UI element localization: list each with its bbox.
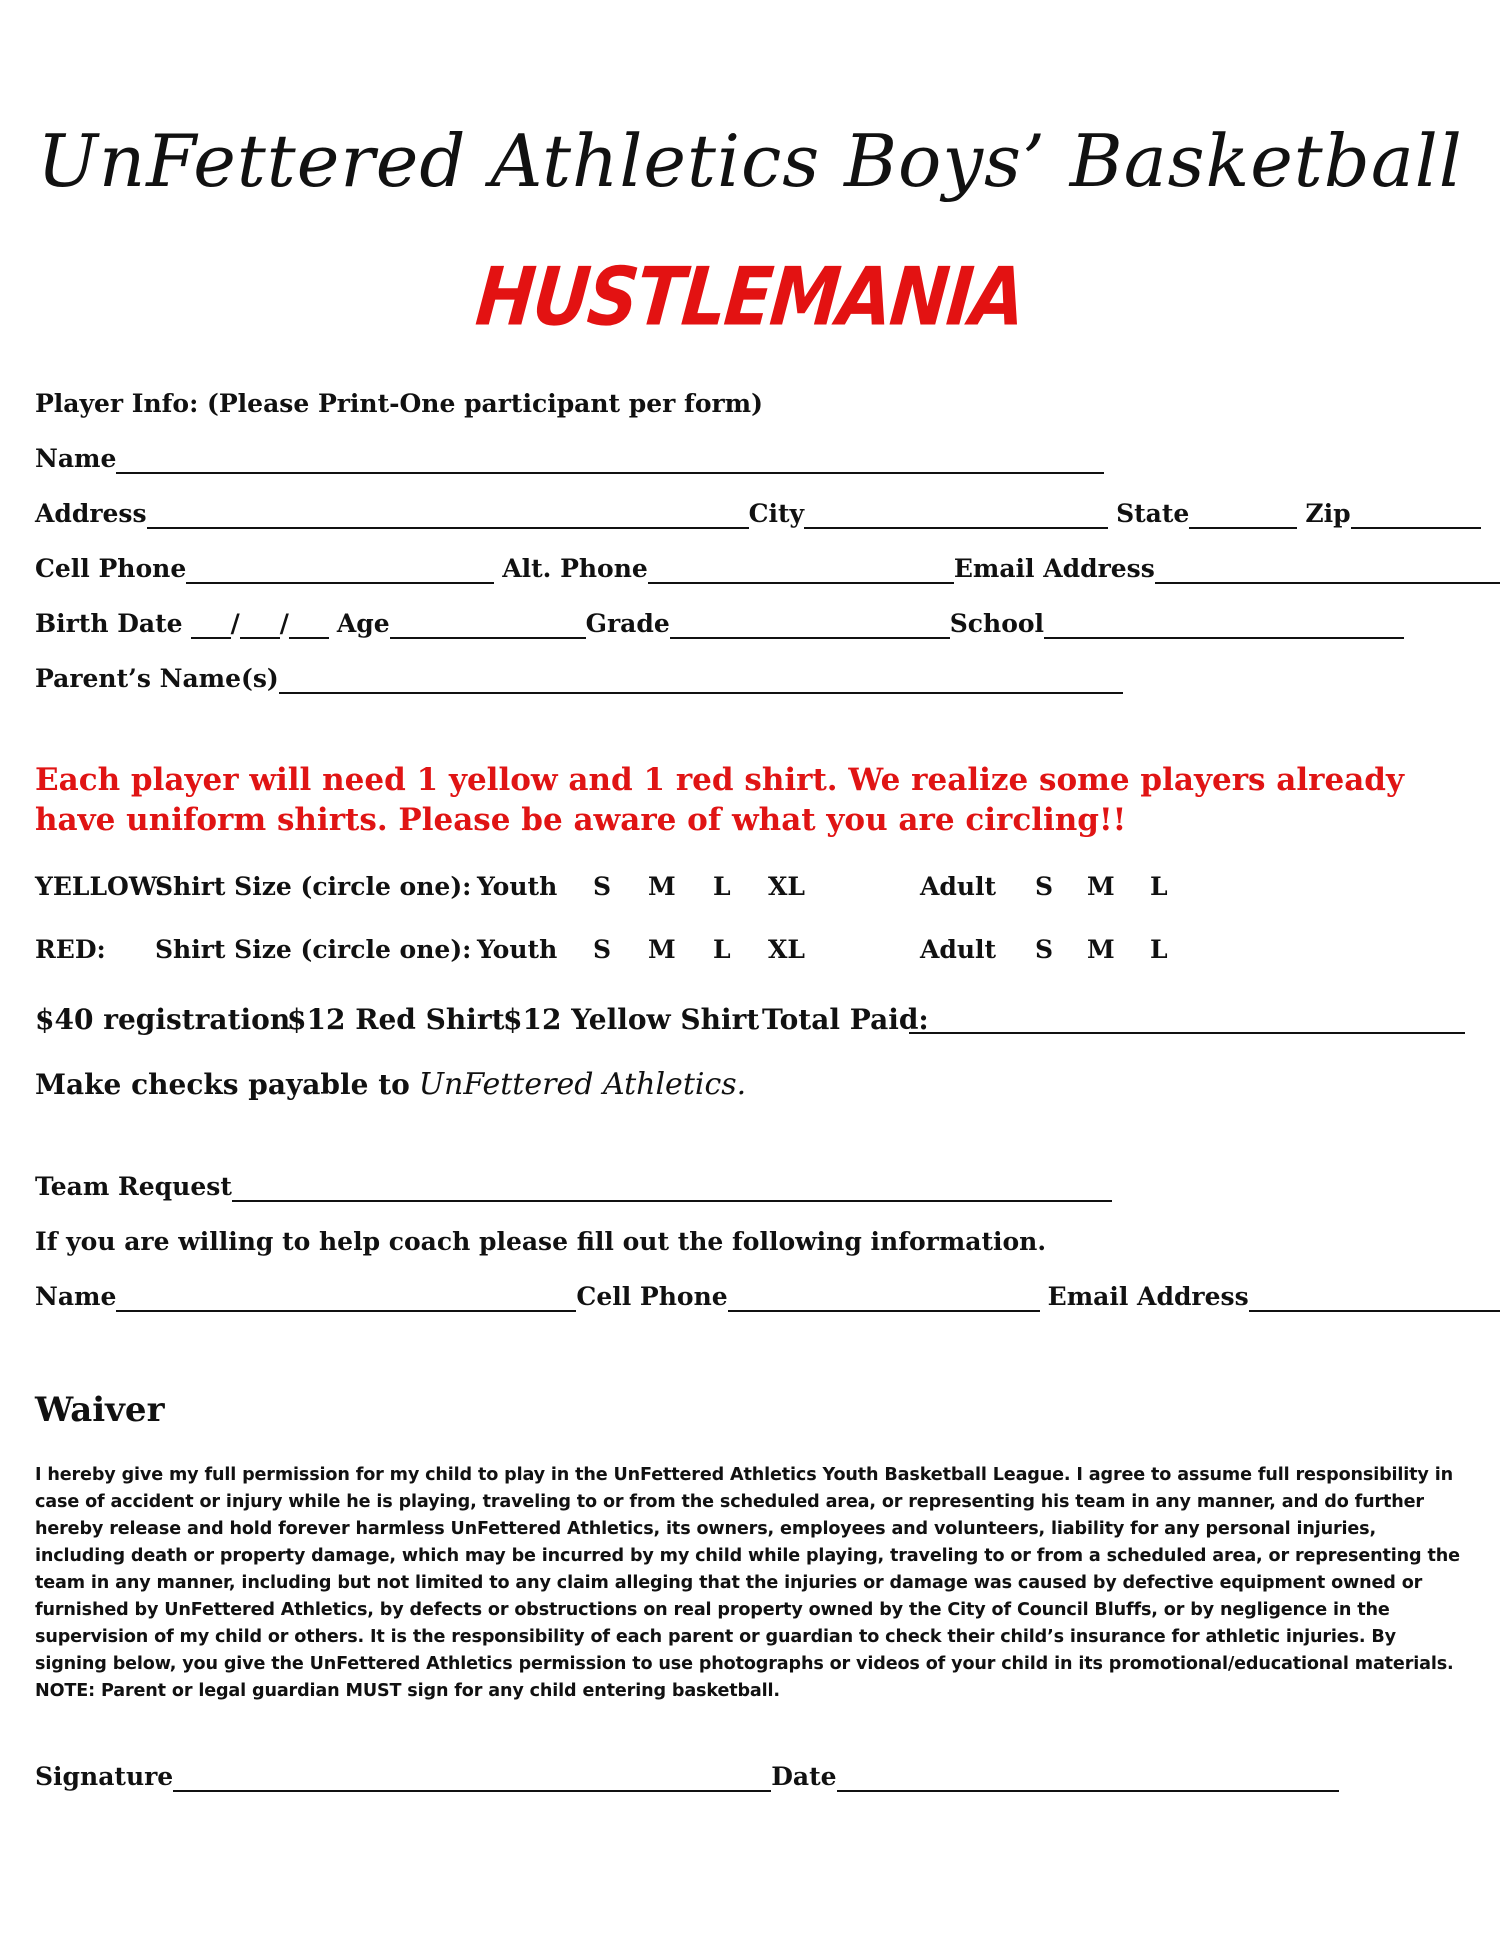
- red-youth-label: Youth: [477, 935, 558, 964]
- red-youth-l[interactable]: L: [713, 935, 731, 964]
- red-adult-s[interactable]: S: [1035, 935, 1054, 964]
- form-title: UnFettered Athletics Boys’ Basketball: [37, 119, 1463, 203]
- waiver-body: I hereby give my full permission for my child to play in the UnFettered Athletics Youth Basketball League. I agree to assume full responsibility in case of accident or injury while he is playing, traveling to or from the scheduled area, or representing his team in any manner, and do further hereby release and hold forever harmless UnFettered Athletics, its owners, employees and volunteers, liability for any personal injuries, including death or property damage, which may be incurred by my child while playing, traveling to or from a scheduled area, or representing the team in any manner, including but not limited to any claim alleging that the injuries or damage was caused by defective equipment owned or furnished by UnFettered Athletics, by defects or obstructions on real property owned by the City of Council Bluffs, or by negligence in the supervision of my child or others. It is the responsibility of each parent or guardian to check their child’s insurance for athletic injuries. By signing below, you give the UnFettered Athletics permission to use photographs or videos of your child in its promotional/educational materials.: [35, 1465, 1460, 1674]
- coach-name-field[interactable]: [116, 1282, 576, 1312]
- birth-date-sep-2: /: [279, 609, 289, 638]
- team-request-row: [35, 1168, 1112, 1202]
- state-field[interactable]: [1189, 499, 1297, 529]
- checks-payable-prefix: Make checks payable to: [35, 1068, 410, 1101]
- yellow-youth-label: Youth: [477, 872, 558, 901]
- birth-month-field[interactable]: [191, 609, 231, 639]
- player-name-label: Name: [35, 444, 117, 473]
- school-field[interactable]: [1044, 609, 1404, 639]
- fees-row: [35, 1000, 1465, 1040]
- yellow-youth-s[interactable]: S: [593, 872, 612, 901]
- team-request-field[interactable]: [232, 1172, 1112, 1202]
- player-info-heading: Player Info: (Please Print-One participant per form): [35, 389, 763, 418]
- registration-fee: $40 registration: [35, 1003, 291, 1036]
- address-label: Address: [35, 499, 147, 528]
- parent-row: [35, 660, 1123, 694]
- yellow-adult-l[interactable]: L: [1150, 872, 1168, 901]
- red-label: RED:: [35, 935, 106, 964]
- city-label: City: [748, 499, 805, 528]
- coach-email-field[interactable]: [1249, 1282, 1500, 1312]
- red-youth-xl[interactable]: XL: [768, 935, 805, 964]
- email-field[interactable]: [1155, 554, 1500, 584]
- total-paid-field[interactable]: [909, 1002, 1465, 1034]
- checks-payable-payee: UnFettered Athletics.: [418, 1067, 747, 1102]
- email-label: Email Address: [953, 554, 1155, 583]
- grade-label: Grade: [585, 609, 670, 638]
- birth-date-label: Birth Date: [35, 609, 183, 638]
- red-adult-m[interactable]: M: [1087, 935, 1115, 964]
- age-field[interactable]: [390, 609, 586, 639]
- yellow-adult-s[interactable]: S: [1035, 872, 1054, 901]
- cell-phone-field[interactable]: [186, 554, 494, 584]
- yellow-adult-m[interactable]: M: [1087, 872, 1115, 901]
- yellow-youth-xl[interactable]: XL: [768, 872, 805, 901]
- grade-field[interactable]: [670, 609, 950, 639]
- hustlemania-logo: HUSTLEMANIA: [472, 249, 1028, 345]
- signature-field[interactable]: [173, 1762, 771, 1792]
- state-label: State: [1116, 499, 1190, 528]
- cell-phone-label: Cell Phone: [35, 554, 187, 583]
- zip-field[interactable]: [1351, 499, 1481, 529]
- yellow-size-label: Shirt Size (circle one):: [155, 872, 472, 901]
- yellow-shirt-fee: $12 Yellow Shirt: [503, 1003, 760, 1036]
- address-field[interactable]: [147, 499, 749, 529]
- coach-email-label: Email Address: [1047, 1282, 1249, 1311]
- red-adult-label: Adult: [920, 935, 997, 964]
- parent-name-field[interactable]: [279, 664, 1123, 694]
- shirt-notice: Each player will need 1 yellow and 1 red shirt. We realize some players already have uniform shirts. Please be aware of what you are circling!!: [35, 762, 1404, 838]
- city-field[interactable]: [804, 499, 1108, 529]
- school-label: School: [949, 609, 1045, 638]
- yellow-youth-m[interactable]: M: [648, 872, 676, 901]
- red-shirt-fee: $12 Red Shirt: [287, 1003, 505, 1036]
- coach-prompt: If you are willing to help coach please fill out the following information.: [35, 1227, 1047, 1256]
- signature-label: Signature: [35, 1762, 174, 1791]
- yellow-adult-label: Adult: [920, 872, 997, 901]
- yellow-label: YELLOW:: [35, 872, 165, 901]
- zip-label: Zip: [1305, 499, 1351, 528]
- address-row: [35, 495, 1481, 529]
- total-paid-label: Total Paid:: [762, 1003, 929, 1036]
- team-request-label: Team Request: [35, 1172, 232, 1201]
- alt-phone-label: Alt. Phone: [502, 554, 648, 583]
- waiver-note: NOTE: Parent or legal guardian MUST sign for any child entering basketball.: [35, 1681, 780, 1701]
- red-shirt-row: [35, 933, 1235, 967]
- coach-cell-phone-label: Cell Phone: [576, 1282, 728, 1311]
- alt-phone-field[interactable]: [648, 554, 954, 584]
- player-name-row: [35, 440, 1104, 474]
- age-label: Age: [336, 609, 390, 638]
- coach-prompt-row: [35, 1223, 1046, 1257]
- player-name-field[interactable]: [116, 444, 1104, 474]
- red-size-label: Shirt Size (circle one):: [155, 935, 472, 964]
- signature-row: [35, 1758, 1339, 1792]
- birth-year-field[interactable]: [289, 609, 329, 639]
- coach-name-label: Name: [35, 1282, 117, 1311]
- red-youth-m[interactable]: M: [648, 935, 676, 964]
- coach-info-row: [35, 1278, 1500, 1312]
- waiver-heading: Waiver: [35, 1390, 165, 1430]
- coach-cell-phone-field[interactable]: [728, 1282, 1040, 1312]
- phone-row: [35, 550, 1500, 584]
- birth-day-field[interactable]: [240, 609, 280, 639]
- date-label: Date: [771, 1762, 837, 1791]
- birth-date-sep: /: [230, 609, 240, 638]
- date-field[interactable]: [837, 1762, 1339, 1792]
- player-info-heading-row: [35, 385, 763, 419]
- parent-name-label: Parent’s Name(s): [35, 664, 279, 693]
- red-youth-s[interactable]: S: [593, 935, 612, 964]
- waiver-text: [35, 1462, 1465, 1705]
- birth-row: [35, 605, 1404, 639]
- yellow-youth-l[interactable]: L: [713, 872, 731, 901]
- yellow-shirt-row: [35, 870, 1235, 904]
- checks-payable: [35, 1065, 746, 1105]
- red-adult-l[interactable]: L: [1150, 935, 1168, 964]
